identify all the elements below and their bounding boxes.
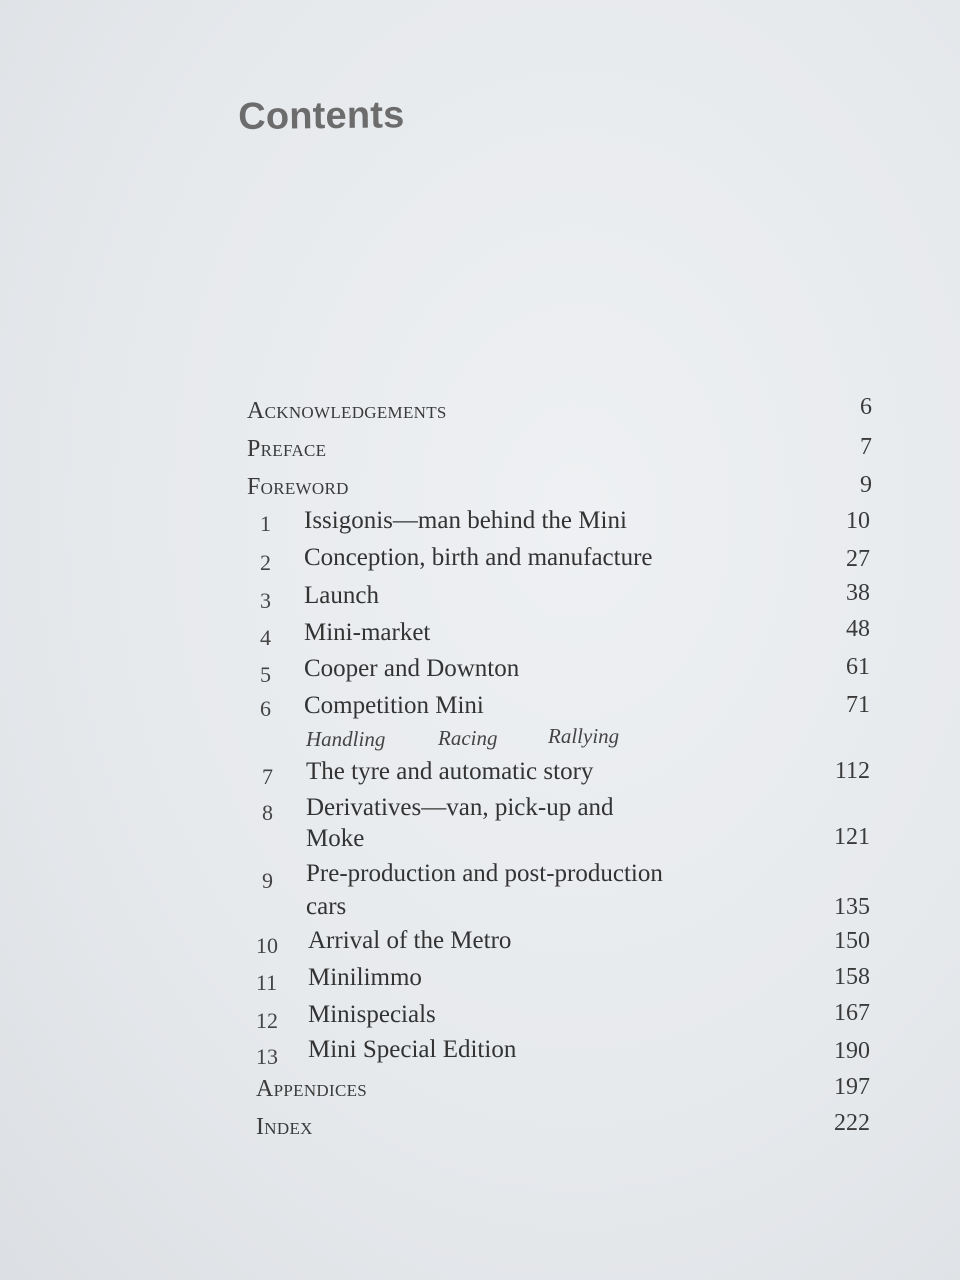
page-title: Contents <box>238 94 405 138</box>
toc-page-number: 61 <box>846 654 870 680</box>
chapter-title: Mini-market <box>304 619 431 646</box>
chapter-title: Conception, birth and manufacture <box>304 544 653 571</box>
toc-page-number: 38 <box>846 580 870 606</box>
chapter-title: Issigonis—man behind the Mini <box>304 507 627 534</box>
toc-page-number: 150 <box>834 928 870 954</box>
toc-entry-label: Preface <box>247 436 327 462</box>
chapter-title-line-2: cars <box>306 893 347 920</box>
toc-page-number: 135 <box>834 894 870 920</box>
toc-page-number: 6 <box>860 394 872 420</box>
chapter-number: 1 <box>260 511 271 536</box>
chapter-number: 5 <box>260 662 271 687</box>
chapter-title: Cooper and Downton <box>304 655 520 682</box>
toc-entry-label: Appendices <box>256 1076 368 1102</box>
chapter-title: Mini Special Edition <box>308 1036 517 1063</box>
toc-page-number: 9 <box>860 472 872 498</box>
chapter-title: Arrival of the Metro <box>308 927 512 954</box>
chapter-number: 8 <box>262 800 273 825</box>
chapter-title: Minispecials <box>308 1001 436 1028</box>
chapter-number: 4 <box>260 625 271 650</box>
toc-entry-foreword[interactable] <box>247 474 349 501</box>
chapter-title-line-1: Derivatives—van, pick-up and <box>306 794 614 821</box>
toc-page-number: 167 <box>834 1000 870 1026</box>
chapter-number: 3 <box>260 588 271 613</box>
chapter-title: Launch <box>304 582 379 609</box>
toc-page-number: 190 <box>834 1038 870 1064</box>
chapter-number: 6 <box>260 696 271 721</box>
chapter-title-line-1: Pre-production and post-production <box>306 860 663 887</box>
toc-entry-label: Foreword <box>247 474 349 500</box>
toc-page-number: 197 <box>834 1074 870 1100</box>
chapter-number: 12 <box>256 1008 278 1033</box>
toc-entry-label: Acknowledgements <box>247 398 447 424</box>
toc-entry-preface[interactable] <box>247 436 326 463</box>
chapter-title: Minilimmo <box>308 964 422 991</box>
chapter-number: 13 <box>256 1044 278 1069</box>
toc-page-number: 222 <box>834 1110 870 1136</box>
toc-entry-index[interactable] <box>256 1114 313 1141</box>
subsection-racing[interactable]: Racing <box>438 726 498 750</box>
toc-page-number: 7 <box>860 434 872 460</box>
subsection-rallying[interactable]: Rallying <box>548 724 620 748</box>
toc-entry-acknowledgements[interactable] <box>247 398 447 425</box>
chapter-number: 9 <box>262 868 273 893</box>
toc-entry-appendices[interactable] <box>256 1076 367 1103</box>
chapter-number: 11 <box>256 970 278 995</box>
toc-page-number: 112 <box>834 758 870 784</box>
chapter-title: The tyre and automatic story <box>306 758 594 785</box>
toc-page-number: 10 <box>846 508 870 534</box>
toc-page-number: 71 <box>846 692 870 718</box>
subsection-handling[interactable]: Handling <box>306 727 386 751</box>
toc-page-number: 48 <box>846 616 870 642</box>
chapter-title: Competition Mini <box>304 692 484 719</box>
toc-page-number: 27 <box>846 546 870 572</box>
chapter-number: 2 <box>260 550 271 575</box>
chapter-title-line-2: Moke <box>306 825 365 852</box>
toc-page-number: 158 <box>834 964 870 990</box>
chapter-number: 7 <box>262 764 273 789</box>
chapter-number: 10 <box>256 933 278 958</box>
toc-page-number: 121 <box>834 824 870 850</box>
toc-entry-label: Index <box>256 1114 313 1140</box>
